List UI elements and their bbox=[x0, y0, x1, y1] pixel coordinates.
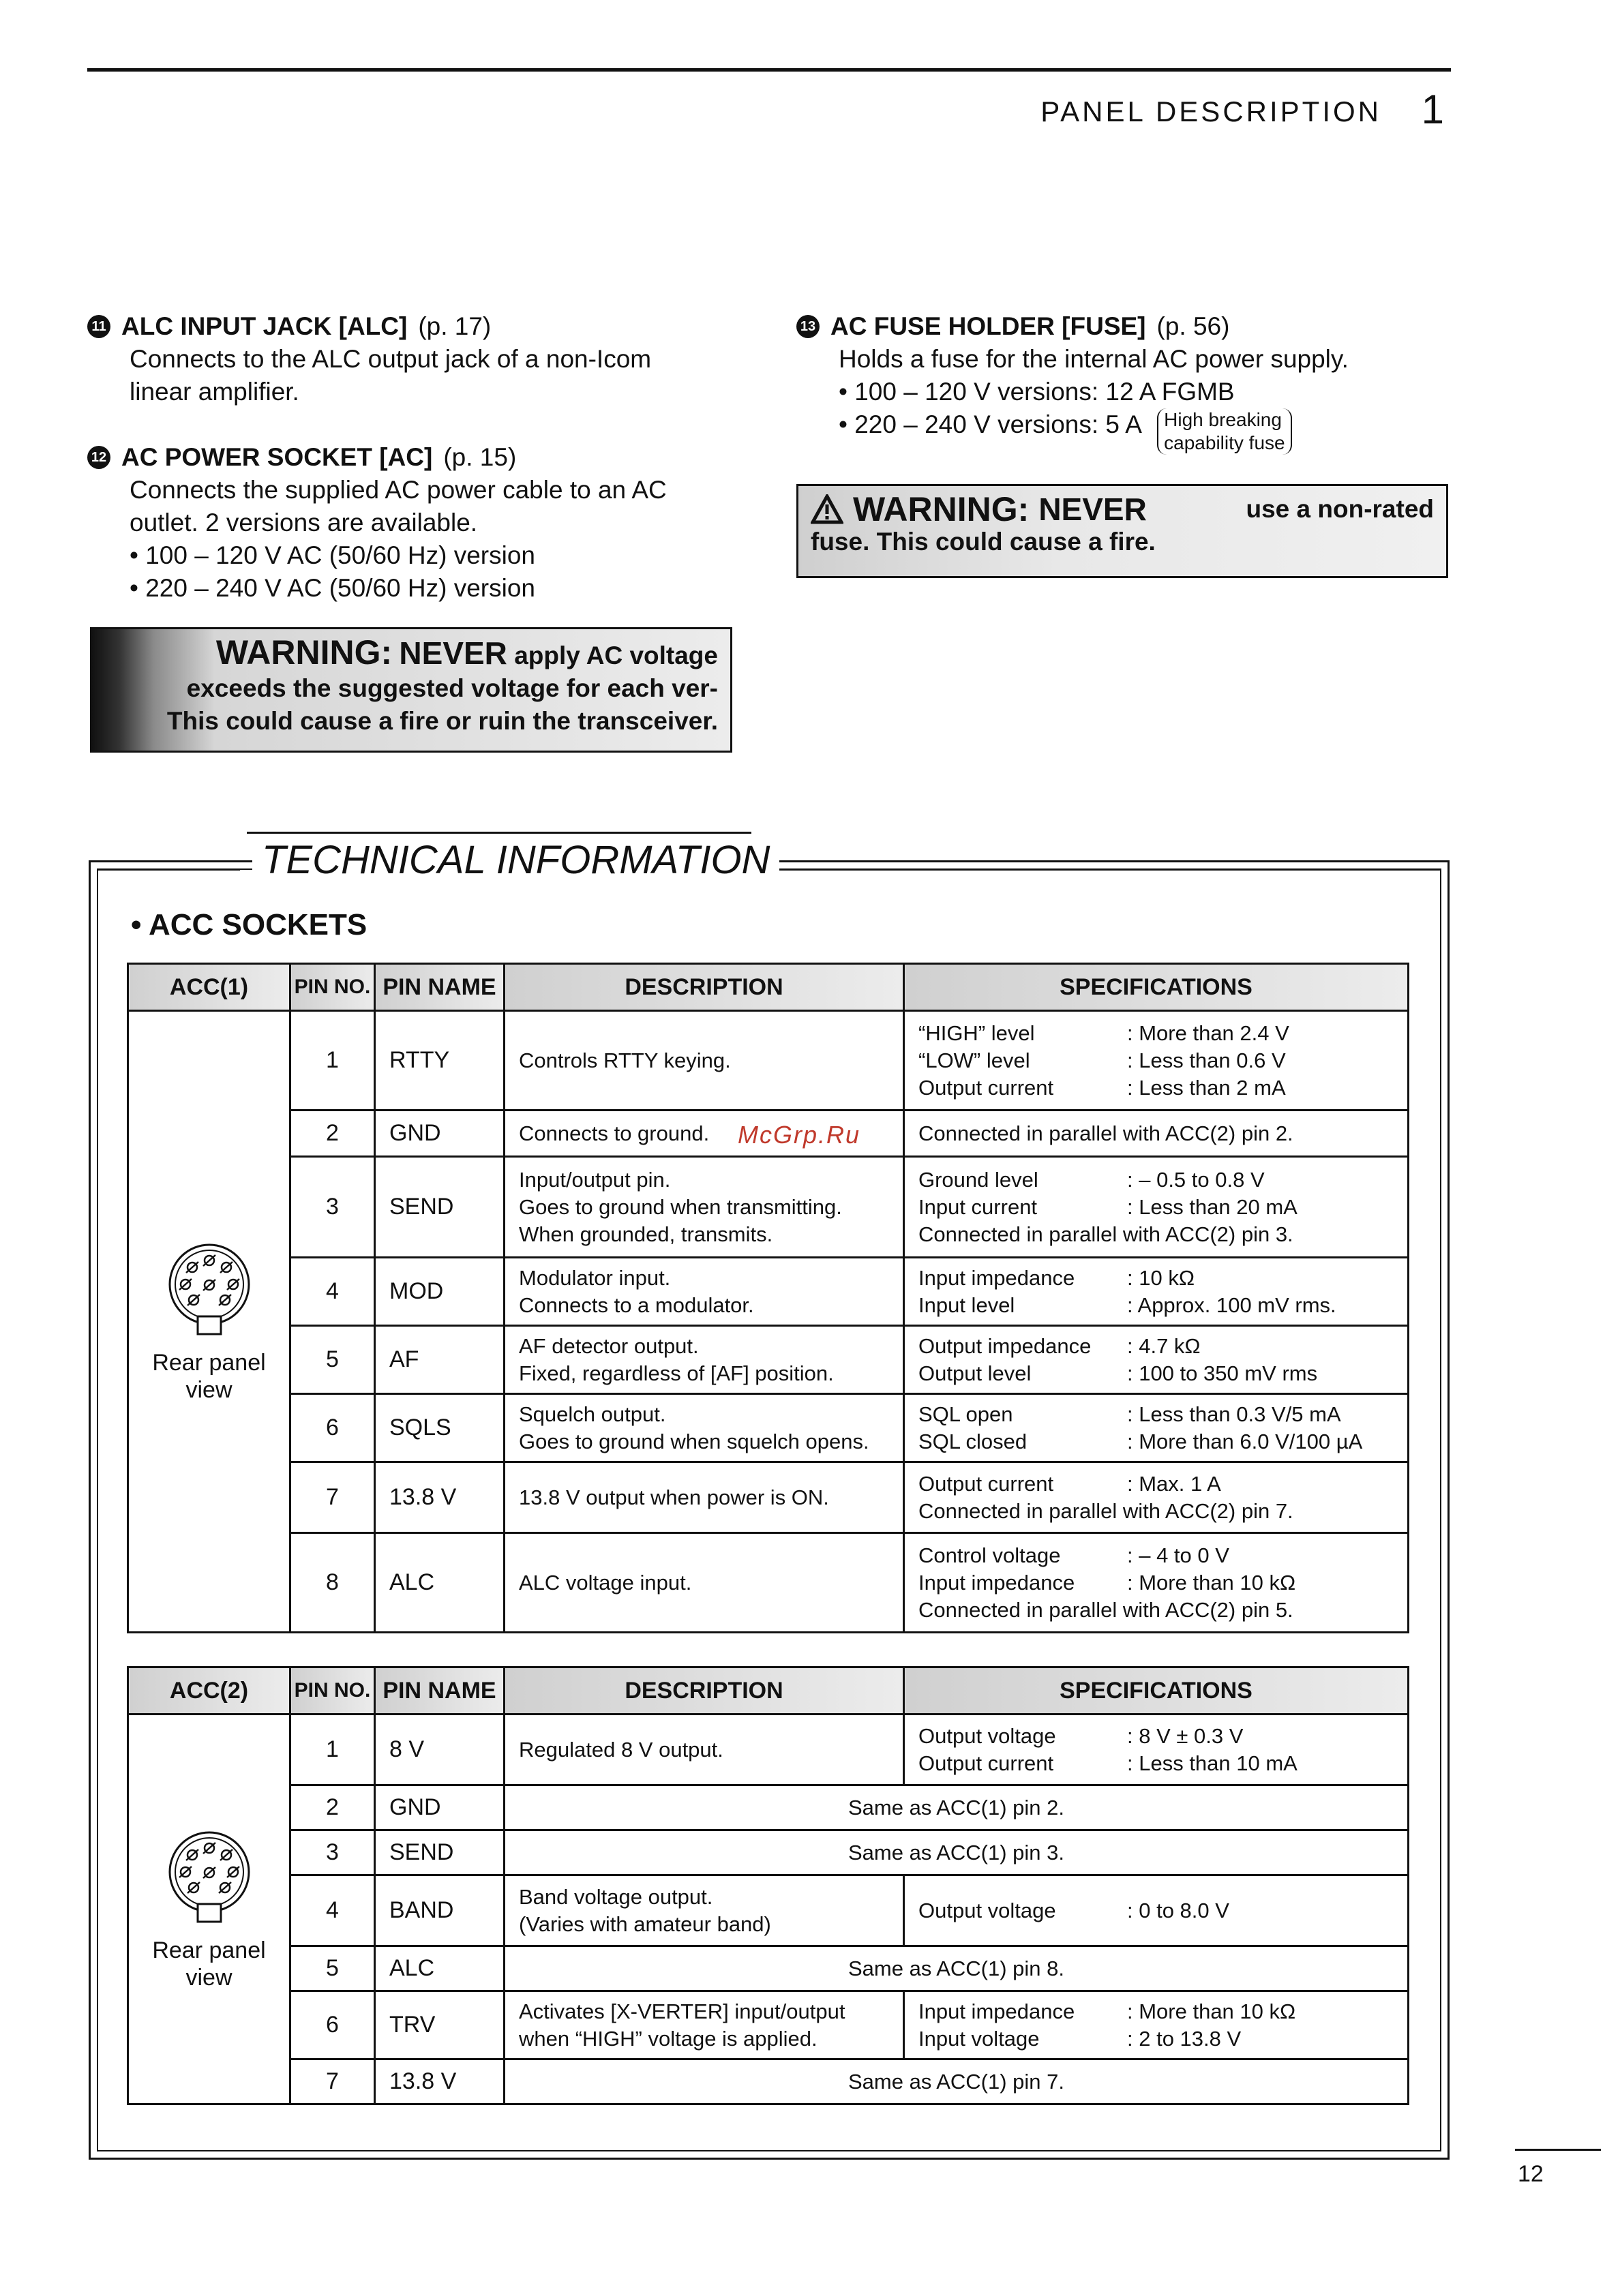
item-title: ALC INPUT JACK [ALC] bbox=[121, 312, 408, 340]
pin-description bbox=[505, 1157, 904, 1258]
fuse-note bbox=[1157, 408, 1291, 455]
spec-key: Ground level bbox=[918, 1167, 1038, 1192]
col-description: DESCRIPTION bbox=[505, 1667, 904, 1715]
spec-line bbox=[918, 1333, 1394, 1360]
item-body-line: Holds a fuse for the internal AC power supply. bbox=[839, 345, 1349, 373]
title-rule-left bbox=[97, 868, 240, 871]
pin-number: 4 bbox=[290, 1875, 375, 1946]
spec-key: Control voltage bbox=[918, 1543, 1061, 1567]
technical-info-title: TECHNICAL INFORMATION bbox=[252, 837, 779, 883]
item-body-line: Connects to the ALC output jack of a non-Icom bbox=[130, 345, 652, 373]
spec-line bbox=[918, 1597, 1394, 1624]
same-as-cell: Same as ACC(1) pin 3. bbox=[505, 1830, 1409, 1875]
pin-description bbox=[505, 1258, 904, 1326]
pin-specification bbox=[904, 1715, 1409, 1785]
pin-name: BAND bbox=[375, 1875, 505, 1946]
section-number: 1 bbox=[1421, 87, 1444, 132]
din-connector-icon bbox=[165, 1240, 254, 1342]
spec-line bbox=[918, 1166, 1394, 1194]
table-row bbox=[128, 1258, 1409, 1326]
item-bullet: • 100 – 120 V versions: 12 A FGMB bbox=[839, 378, 1235, 406]
spec-value: : More than 10 kΩ bbox=[1127, 1570, 1296, 1595]
spec-key: Input voltage bbox=[918, 2026, 1040, 2051]
spec-key: Output voltage bbox=[918, 1723, 1056, 1748]
spec-key: Output current bbox=[918, 1471, 1054, 1496]
warning-box-ac-voltage bbox=[90, 627, 732, 753]
pin-number: 3 bbox=[290, 1830, 375, 1875]
footer-rule bbox=[1515, 2149, 1601, 2151]
pin-specification bbox=[904, 1991, 1409, 2059]
pin-number: 1 bbox=[290, 1011, 375, 1111]
item-ac-power-socket bbox=[87, 441, 742, 605]
spec-line bbox=[918, 1750, 1394, 1777]
description-line: AF detector output. bbox=[519, 1333, 699, 1358]
pin-name: SEND bbox=[375, 1157, 505, 1258]
description-line: Modulator input. bbox=[519, 1265, 671, 1290]
item-body-line: outlet. 2 versions are available. bbox=[130, 509, 478, 537]
same-as-cell: Same as ACC(1) pin 8. bbox=[505, 1946, 1409, 1991]
table-header-row bbox=[128, 964, 1409, 1011]
spec-value: : Less than 0.6 V bbox=[1127, 1048, 1286, 1072]
pin-description bbox=[505, 1991, 904, 2059]
spec-line bbox=[918, 1897, 1394, 1924]
pin-number: 1 bbox=[290, 1715, 375, 1785]
description-line: Controls RTTY keying. bbox=[519, 1048, 731, 1072]
item-alc-input bbox=[87, 310, 742, 408]
spec-line bbox=[918, 1221, 1394, 1248]
spec-value: : 8 V ± 0.3 V bbox=[1127, 1723, 1244, 1748]
spec-line bbox=[918, 1470, 1394, 1498]
acc-sockets-heading: • ACC SOCKETS bbox=[131, 908, 368, 941]
description-line: Goes to ground when squelch opens. bbox=[519, 1429, 869, 1453]
spec-value: : Max. 1 A bbox=[1127, 1471, 1221, 1496]
spec-value: : Less than 20 mA bbox=[1127, 1194, 1298, 1219]
description-line: Activates [X-VERTER] input/output bbox=[519, 1999, 845, 2023]
pin-name: SEND bbox=[375, 1830, 505, 1875]
spec-key: Output impedance bbox=[918, 1333, 1092, 1358]
acc2-label: ACC(2) bbox=[128, 1667, 290, 1715]
spec-key: “HIGH” level bbox=[918, 1021, 1035, 1045]
spec-key: Input impedance bbox=[918, 1999, 1075, 2023]
table-row bbox=[128, 2059, 1409, 2104]
fuse-note-line: High breaking bbox=[1164, 409, 1282, 430]
table-row bbox=[128, 1011, 1409, 1111]
spec-value: : Less than 10 mA bbox=[1127, 1751, 1298, 1775]
spec-value: : Less than 2 mA bbox=[1127, 1075, 1286, 1100]
spec-key: Input current bbox=[918, 1194, 1038, 1219]
pin-specification bbox=[904, 1157, 1409, 1258]
spec-line bbox=[918, 1542, 1394, 1569]
pin-specification bbox=[904, 1011, 1409, 1111]
warning-text: use a non-rated bbox=[1246, 495, 1434, 523]
item-bullet: • 220 – 240 V AC (50/60 Hz) version bbox=[130, 574, 535, 602]
spec-value: : More than 2.4 V bbox=[1127, 1021, 1289, 1045]
acc2-table bbox=[127, 1666, 1409, 2105]
watermark: McGrp.Ru bbox=[738, 1121, 861, 1149]
table-row bbox=[128, 1991, 1409, 2059]
pin-description bbox=[505, 1394, 904, 1462]
pin-description bbox=[505, 1715, 904, 1785]
description-line: (Varies with amateur band) bbox=[519, 1912, 771, 1936]
spec-key: SQL open bbox=[918, 1402, 1013, 1426]
description-line: Regulated 8 V output. bbox=[519, 1737, 723, 1762]
same-as-cell: Same as ACC(1) pin 7. bbox=[505, 2059, 1409, 2104]
table-row bbox=[128, 1394, 1409, 1462]
top-rule bbox=[87, 68, 1451, 72]
pin-name: AF bbox=[375, 1326, 505, 1394]
spec-key: Output voltage bbox=[918, 1898, 1056, 1922]
spec-value: : Less than 0.3 V/5 mA bbox=[1127, 1402, 1341, 1426]
pin-number: 5 bbox=[290, 1946, 375, 1991]
spec-line bbox=[918, 1401, 1394, 1428]
item-body-line: linear amplifier. bbox=[130, 378, 299, 406]
spec-value: : 2 to 13.8 V bbox=[1127, 2026, 1242, 2051]
table-row bbox=[128, 1875, 1409, 1946]
title-rule-right bbox=[764, 860, 1441, 862]
item-bullet: • 220 – 240 V versions: 5 A bbox=[839, 410, 1141, 438]
spec-line bbox=[918, 1360, 1394, 1387]
spec-value: : 10 kΩ bbox=[1127, 1265, 1195, 1290]
pin-name: TRV bbox=[375, 1991, 505, 2059]
description-line: Goes to ground when transmitting. bbox=[519, 1194, 842, 1219]
pin-number: 7 bbox=[290, 1462, 375, 1533]
pin-name: 13.8 V bbox=[375, 1462, 505, 1533]
spec-value: : – 4 to 0 V bbox=[1127, 1543, 1229, 1567]
pin-name: RTTY bbox=[375, 1011, 505, 1111]
spec-value: : Approx. 100 mV rms. bbox=[1127, 1293, 1336, 1317]
spec-value: : 4.7 kΩ bbox=[1127, 1333, 1201, 1358]
spec-key: SQL closed bbox=[918, 1429, 1028, 1453]
pin-name: GND bbox=[375, 1785, 505, 1830]
pin-number: 6 bbox=[290, 1394, 375, 1462]
pin-specification bbox=[904, 1111, 1409, 1157]
same-as-cell: Same as ACC(1) pin 2. bbox=[505, 1785, 1409, 1830]
view-caption: view bbox=[185, 1964, 232, 1991]
item-title: AC FUSE HOLDER [FUSE] bbox=[830, 312, 1146, 340]
warning-text: This could cause a fire or ruin the transceiver. bbox=[166, 707, 718, 735]
spec-key: Input impedance bbox=[918, 1570, 1075, 1595]
spec-line bbox=[918, 1998, 1394, 2025]
spec-line bbox=[918, 1120, 1394, 1147]
warning-never: NEVER bbox=[399, 635, 507, 671]
view-caption: Rear panel bbox=[152, 1937, 266, 1963]
pin-number: 8 bbox=[290, 1533, 375, 1633]
spec-key: Output current bbox=[918, 1751, 1054, 1775]
title-rule-left bbox=[97, 860, 240, 862]
spec-text: Connected in parallel with ACC(2) pin 3. bbox=[918, 1222, 1293, 1246]
pin-description bbox=[505, 1326, 904, 1394]
warning-label: WARNING: bbox=[215, 633, 393, 671]
section-title: PANEL DESCRIPTION bbox=[1040, 95, 1381, 127]
col-pin-name: PIN NAME bbox=[375, 964, 505, 1011]
pin-description bbox=[505, 1533, 904, 1633]
warning-box-fuse bbox=[796, 484, 1448, 578]
fuse-note-line: capability fuse bbox=[1164, 432, 1285, 453]
pin-specification bbox=[904, 1394, 1409, 1462]
pin-specification bbox=[904, 1326, 1409, 1394]
warning-text: fuse. This could cause a fire. bbox=[811, 528, 1156, 556]
table-row bbox=[128, 1462, 1409, 1533]
item-number-badge: 12 bbox=[87, 446, 110, 469]
pin-number: 4 bbox=[290, 1258, 375, 1326]
spec-value: : 0 to 8.0 V bbox=[1127, 1898, 1229, 1922]
col-specifications: SPECIFICATIONS bbox=[904, 1667, 1409, 1715]
pin-name: 13.8 V bbox=[375, 2059, 505, 2104]
description-line: Fixed, regardless of [AF] position. bbox=[519, 1361, 834, 1385]
table-row bbox=[128, 1326, 1409, 1394]
spec-text: Connected in parallel with ACC(2) pin 2. bbox=[918, 1121, 1293, 1145]
spec-value: : – 0.5 to 0.8 V bbox=[1127, 1167, 1265, 1192]
pin-number: 2 bbox=[290, 1785, 375, 1830]
spec-key: Input level bbox=[918, 1293, 1015, 1317]
spec-line bbox=[918, 1020, 1394, 1047]
table-row bbox=[128, 1533, 1409, 1633]
pin-description bbox=[505, 1011, 904, 1111]
pin-specification bbox=[904, 1875, 1409, 1946]
spec-line bbox=[918, 1498, 1394, 1525]
spec-line bbox=[918, 2025, 1394, 2053]
spec-line bbox=[918, 1292, 1394, 1319]
spec-line bbox=[918, 1194, 1394, 1221]
description-line: Connects to a modulator. bbox=[519, 1293, 754, 1317]
col-specifications: SPECIFICATIONS bbox=[904, 964, 1409, 1011]
warning-never: NEVER bbox=[1038, 492, 1147, 527]
pin-number: 3 bbox=[290, 1157, 375, 1258]
warning-text: apply AC voltage bbox=[514, 641, 718, 669]
warning-triangle-icon bbox=[811, 494, 843, 524]
title-rule-right bbox=[764, 868, 1441, 871]
warning-label: WARNING: bbox=[853, 490, 1030, 528]
item-bullet-fuse bbox=[796, 408, 1451, 455]
spec-text: Connected in parallel with ACC(2) pin 5. bbox=[918, 1597, 1293, 1622]
view-caption: Rear panel bbox=[152, 1349, 266, 1376]
item-number-badge: 11 bbox=[87, 315, 110, 338]
spec-value: : More than 6.0 V/100 µA bbox=[1127, 1429, 1363, 1453]
table-row bbox=[128, 1830, 1409, 1875]
page-number: 12 bbox=[1518, 2161, 1544, 2187]
item-page-ref: (p. 56) bbox=[1156, 312, 1230, 340]
din-connector-icon bbox=[165, 1828, 254, 1930]
item-page-ref: (p. 15) bbox=[443, 443, 517, 471]
description-line: When grounded, transmits. bbox=[519, 1222, 773, 1246]
spec-line bbox=[918, 1074, 1394, 1102]
col-description: DESCRIPTION bbox=[505, 964, 904, 1011]
pin-number: 7 bbox=[290, 2059, 375, 2104]
table-row bbox=[128, 1946, 1409, 1991]
spec-line bbox=[918, 1569, 1394, 1597]
pin-name: GND bbox=[375, 1111, 505, 1157]
spec-line bbox=[918, 1265, 1394, 1292]
pin-name: ALC bbox=[375, 1946, 505, 1991]
pin-description bbox=[505, 1462, 904, 1533]
title-overline bbox=[247, 832, 751, 834]
acc1-label: ACC(1) bbox=[128, 964, 290, 1011]
view-caption: view bbox=[185, 1376, 232, 1403]
item-bullet: • 100 – 120 V AC (50/60 Hz) version bbox=[130, 541, 535, 569]
pin-number: 6 bbox=[290, 1991, 375, 2059]
table-row bbox=[128, 1157, 1409, 1258]
pin-description bbox=[505, 1875, 904, 1946]
col-pin-no: PIN NO. bbox=[290, 964, 375, 1011]
spec-key: Output level bbox=[918, 1361, 1032, 1385]
item-body-line: Connects the supplied AC power cable to an AC bbox=[130, 476, 667, 504]
pin-specification bbox=[904, 1258, 1409, 1326]
spec-line bbox=[918, 1723, 1394, 1750]
description-line: ALC voltage input. bbox=[519, 1570, 692, 1595]
col-pin-name: PIN NAME bbox=[375, 1667, 505, 1715]
description-line: when “HIGH” voltage is applied. bbox=[519, 2026, 817, 2051]
warning-text: exceeds the suggested voltage for each ver- bbox=[186, 674, 718, 702]
spec-key: “LOW” level bbox=[918, 1048, 1030, 1072]
pin-specification bbox=[904, 1533, 1409, 1633]
spec-text: Connected in parallel with ACC(2) pin 7. bbox=[918, 1498, 1293, 1523]
description-line: Squelch output. bbox=[519, 1402, 666, 1426]
pin-number: 5 bbox=[290, 1326, 375, 1394]
description-line: 13.8 V output when power is ON. bbox=[519, 1485, 829, 1509]
table-row bbox=[128, 1715, 1409, 1785]
spec-line bbox=[918, 1047, 1394, 1074]
item-page-ref: (p. 17) bbox=[418, 312, 492, 340]
table-header-row bbox=[128, 1667, 1409, 1715]
description-line: Connects to ground. bbox=[519, 1121, 710, 1145]
table-row bbox=[128, 1785, 1409, 1830]
description-line: Input/output pin. bbox=[519, 1167, 671, 1192]
pin-name: MOD bbox=[375, 1258, 505, 1326]
rear-panel-view bbox=[128, 1011, 290, 1633]
pin-name: 8 V bbox=[375, 1715, 505, 1785]
spec-line bbox=[918, 1428, 1394, 1455]
acc1-table bbox=[127, 963, 1409, 1633]
description-line: Band voltage output. bbox=[519, 1884, 713, 1909]
spec-value: : More than 10 kΩ bbox=[1127, 1999, 1296, 2023]
pin-number: 2 bbox=[290, 1111, 375, 1157]
pin-name: SQLS bbox=[375, 1394, 505, 1462]
col-pin-no: PIN NO. bbox=[290, 1667, 375, 1715]
pin-name: ALC bbox=[375, 1533, 505, 1633]
spec-key: Input impedance bbox=[918, 1265, 1075, 1290]
spec-value: : 100 to 350 mV rms bbox=[1127, 1361, 1318, 1385]
pin-specification bbox=[904, 1462, 1409, 1533]
right-column bbox=[796, 310, 1451, 455]
left-column bbox=[87, 310, 742, 605]
item-number-badge: 13 bbox=[796, 315, 820, 338]
item-title: AC POWER SOCKET [AC] bbox=[121, 443, 433, 471]
rear-panel-view bbox=[128, 1715, 290, 2104]
spec-key: Output current bbox=[918, 1075, 1054, 1100]
